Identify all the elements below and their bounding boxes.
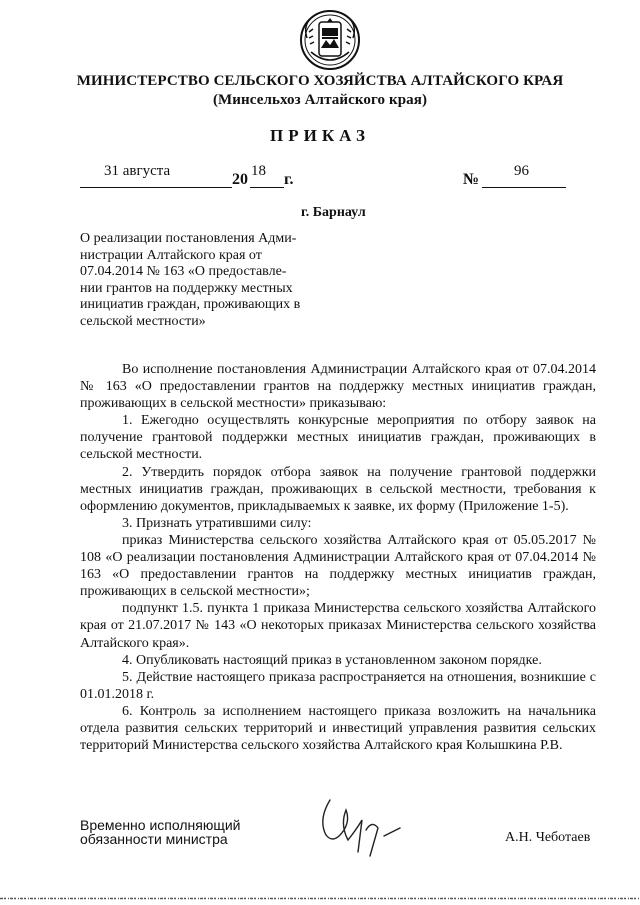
body-paragraph: Во исполнение постановления Администрации Алтайского края от 07.04.2014 № 163 «О предоставлении грантов на поддержку местных инициатив граждан, проживающих в сельской местности» приказываю: (80, 362, 596, 412)
number-underline (482, 187, 566, 188)
subject-line: инициатив граждан, проживающих в (80, 297, 301, 312)
order-year: 18 (251, 163, 266, 179)
order-subject (80, 231, 317, 330)
body-paragraph: 6. Контроль за исполнением настоящего приказа возложить на начальника отдела развития сельских территорий и инвестиций управления развития сельских территорий Министерства сельского хозяйства Алтайского края Колышкина Р.В. (80, 703, 596, 754)
subject-line: сельской местности» (80, 313, 206, 329)
body-paragraph: 2. Утвердить порядок отбора заявок на получение грантовой поддержки местных инициатив граждан, проживающих в сельской местности, требования к оформлению документов, прикладываемых к заявке, их форму (Приложение 1-5). (80, 464, 596, 514)
signatory-position-line: обязанности министра (80, 831, 228, 847)
document-title: ПРИКАЗ (270, 126, 370, 145)
body-paragraph: 4. Опубликовать настоящий приказ в установленном законом порядке. (122, 652, 542, 668)
year-prefix: 20 (232, 171, 248, 188)
body-paragraph: подпункт 1.5. пункта 1 приказа Министерства сельского хозяйства Алтайского края от 21.07.2017 № 143 «О некоторых приказах Министерства сельского хозяйства Алтайского края». (80, 601, 596, 651)
body-paragraph: 3. Признать утратившими силу: (122, 515, 312, 531)
date-underline (80, 187, 232, 188)
signatory-name: А.Н. Чеботаев (505, 830, 591, 845)
order-date: 31 августа (104, 163, 171, 179)
ministry-short-name: (Минсельхоз Алтайского края) (212, 92, 428, 108)
subject-line: нистрации Алтайского края от (80, 247, 262, 263)
subject-line: 07.04.2014 № 163 «О предоставле- (80, 264, 287, 279)
order-number: 96 (514, 163, 529, 179)
number-label: № (463, 171, 480, 188)
body-paragraph: 5. Действие настоящего приказа распространяется на отношения, возникшие с 01.01.2018 г. (80, 669, 596, 702)
order-body (80, 361, 596, 754)
signatory-position-line: Временно исполняющий (80, 817, 241, 833)
scan-artifact-line (0, 897, 640, 900)
body-paragraph: 1. Ежегодно осуществлять конкурсные мероприятия по отбору заявок на получение грантовой поддержки местных инициатив граждан, проживающих в сельской местности. (80, 413, 596, 463)
handwritten-signature (300, 790, 410, 870)
subject-line: нии грантов на поддержку местных (80, 280, 293, 296)
order-city: г. Барнаул (301, 205, 366, 220)
year-underline (250, 187, 284, 188)
signatory-position (80, 818, 240, 846)
subject-line: О реализации постановления Адми- (80, 231, 297, 246)
coat-of-arms-icon (299, 8, 361, 72)
body-paragraph: приказ Министерства сельского хозяйства Алтайского края от 05.05.2017 № 108 «О реализации постановления Администрации Алтайского края от 07.04.2014 № 163 «О предоставлении грантов на поддержку местных инициатив граждан, проживающих в сельской местности»; (80, 532, 596, 600)
year-unit: г. (284, 171, 294, 188)
ministry-name: МИНИСТЕРСТВО СЕЛЬСКОГО ХОЗЯЙСТВА АЛТАЙСКОГО КРАЯ (76, 73, 564, 89)
